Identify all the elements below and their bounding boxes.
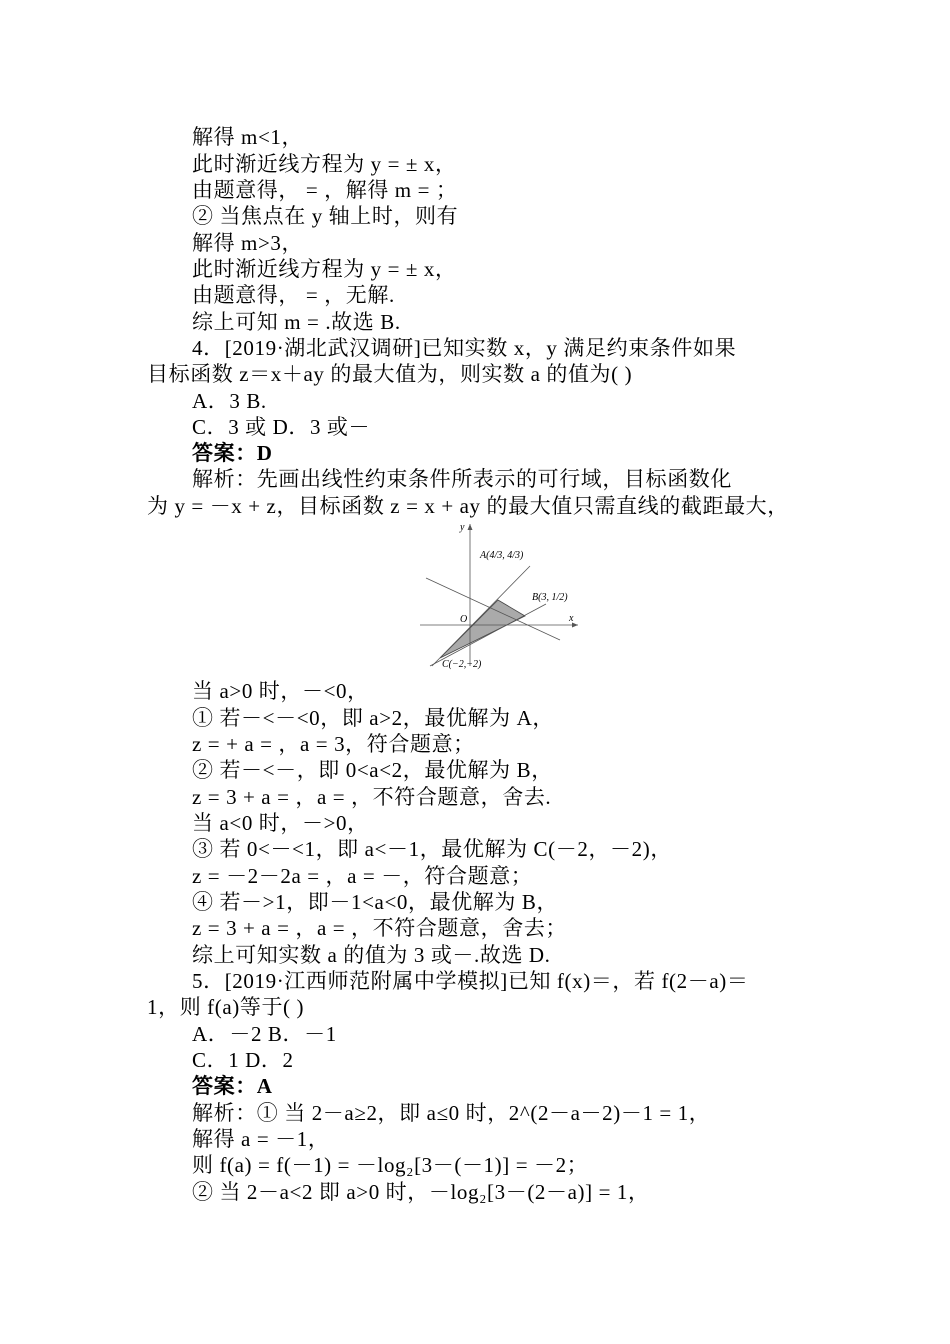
question-4-title-cont: 目标函数 z＝x＋ay 的最大值为，则实数 a 的值为( ) xyxy=(147,362,633,386)
feasible-region-graph xyxy=(418,520,584,670)
point-b-label: B(3, 1/2) xyxy=(532,592,568,603)
text-line: 由题意得， = ，无解. xyxy=(192,283,395,307)
text-line: 综上可知 m = .故选 B. xyxy=(192,310,401,334)
answer-line: 答案：D xyxy=(192,441,273,465)
point-c-label: C(−2,−2) xyxy=(442,659,482,670)
analysis-line: 解得 a = －1， xyxy=(192,1127,330,1151)
option-line: A．－2 B．－1 xyxy=(192,1022,337,1046)
question-5-title-cont: 1，则 f(a)等于( ) xyxy=(147,995,305,1019)
y-axis-arrow xyxy=(468,524,473,530)
x-axis-label: x xyxy=(569,613,574,624)
analysis-line: 解析：① 当 2－a≥2，即 a≤0 时，2^(2－a－2)－1 = 1， xyxy=(192,1101,711,1125)
analysis-line: ④ 若－>1，即－1<a<0，最优解为 B， xyxy=(192,890,559,914)
option-line: C．1 D．2 xyxy=(192,1048,294,1072)
analysis-line: z = 3 + a = ，a = ，不符合题意，舍去； xyxy=(192,916,568,940)
origin-label: O xyxy=(460,614,468,625)
feasible-region-figure xyxy=(418,520,584,670)
analysis-line: 当 a<0 时，－>0， xyxy=(192,811,369,835)
analysis-line: 解析：先画出线性约束条件所表示的可行域，目标函数化 xyxy=(192,467,732,491)
shaded-region xyxy=(440,600,525,658)
analysis-line: z = + a = ，a = 3，符合题意； xyxy=(192,732,475,756)
analysis-line: 为 y = －x + z，目标函数 z = x + ay 的最大值只需直线的截距最大， xyxy=(147,494,789,518)
point-a-label: A(4/3, 4/3) xyxy=(480,550,524,561)
analysis-line: 则 f(a) = f(－1) = －log₂[3－(－1)] = －2； xyxy=(192,1153,589,1177)
analysis-line: ② 当 2－a<2 即 a>0 时，－log₂[3－(2－a)] = 1， xyxy=(192,1180,650,1204)
analysis-line: 综上可知实数 a 的值为 3 或－.故选 D. xyxy=(192,943,551,967)
analysis-line: ① 若－<－<0，即 a>2，最优解为 A， xyxy=(192,706,554,730)
question-4-title: 4．[2019·湖北武汉调研]已知实数 x，y 满足约束条件如果 xyxy=(192,336,737,360)
analysis-line: z = －2－2a = ，a = －，符合题意； xyxy=(192,864,533,888)
text-line: 解得 m<1， xyxy=(192,125,304,149)
analysis-line: ③ 若 0<－<1，即 a<－1，最优解为 C(－2，－2)， xyxy=(192,837,672,861)
option-line: C．3 或 D．3 或－ xyxy=(192,415,371,439)
text-line: 此时渐近线方程为 y = ± x， xyxy=(192,257,457,281)
text-line: 由题意得， = ，解得 m = ； xyxy=(192,178,458,202)
y-axis-label: y xyxy=(460,522,465,533)
analysis-line: ② 若－<－，即 0<a<2，最优解为 B， xyxy=(192,758,553,782)
question-5-title: 5．[2019·江西师范附属中学模拟]已知 f(x)＝，若 f(2－a)＝ xyxy=(192,969,749,993)
answer-line: 答案：A xyxy=(192,1074,273,1098)
text-line: 解得 m>3， xyxy=(192,231,304,255)
option-line: A．3 B. xyxy=(192,389,267,413)
text-line: ② 当焦点在 y 轴上时，则有 xyxy=(192,204,459,228)
analysis-line: 当 a>0 时，－<0， xyxy=(192,679,369,703)
text-line: 此时渐近线方程为 y = ± x， xyxy=(192,152,457,176)
analysis-line: z = 3 + a = ，a = ，不符合题意，舍去. xyxy=(192,785,552,809)
